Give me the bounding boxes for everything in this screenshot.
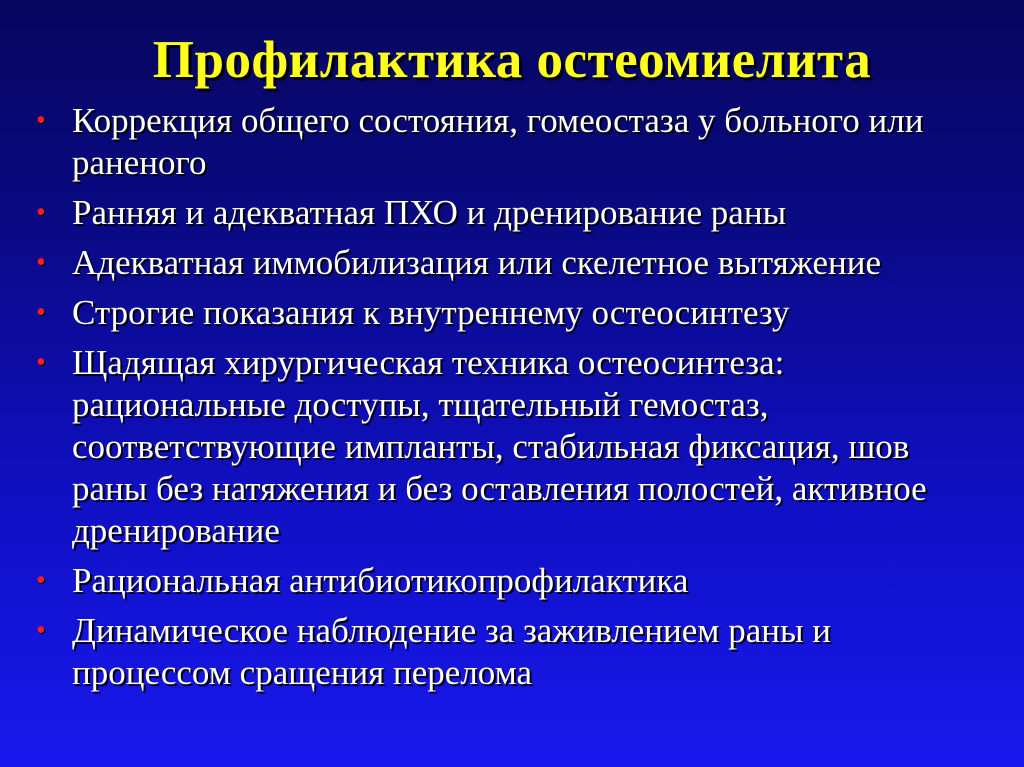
bullet-item xyxy=(0,560,1024,602)
bullet-marker: • xyxy=(36,197,46,228)
bullet-marker: • xyxy=(36,247,46,278)
bullet-text: Строгие показания к внутреннему остеосинтезу xyxy=(72,293,790,332)
bullet-item xyxy=(0,192,1024,234)
bullet-marker: • xyxy=(36,565,46,596)
bullet-text: Рациональная антибиотикопрофилактика xyxy=(72,561,689,600)
bullet-text: Ранняя и адекватная ПХО и дренирование раны xyxy=(72,193,787,232)
bullet-item xyxy=(0,100,1024,184)
bullet-marker: • xyxy=(36,297,46,328)
bullet-marker: • xyxy=(36,347,46,378)
bullet-text: Динамическое наблюдение за заживлением раны и процессом сращения перелома xyxy=(72,611,831,692)
bullet-text: Адекватная иммобилизация или скелетное вытяжение xyxy=(72,243,881,282)
bullet-item xyxy=(0,292,1024,334)
bullet-item xyxy=(0,610,1024,694)
slide-title: Профилактика остеомиелита xyxy=(152,31,872,89)
bullet-list xyxy=(0,100,1024,702)
bullet-item xyxy=(0,242,1024,284)
bullet-text: Щадящая хирургическая техника остеосинтеза: рациональные доступы, тщательный гемостаз, соответствующие импланты, стабильная фиксация, шов раны без натяжения и без оставления полостей, активное дренирование xyxy=(72,343,927,550)
bullet-marker: • xyxy=(36,105,46,136)
bullet-marker: • xyxy=(36,615,46,646)
bullet-text: Коррекция общего состояния, гомеостаза у больного или раненого xyxy=(72,101,924,182)
bullet-item xyxy=(0,342,1024,552)
